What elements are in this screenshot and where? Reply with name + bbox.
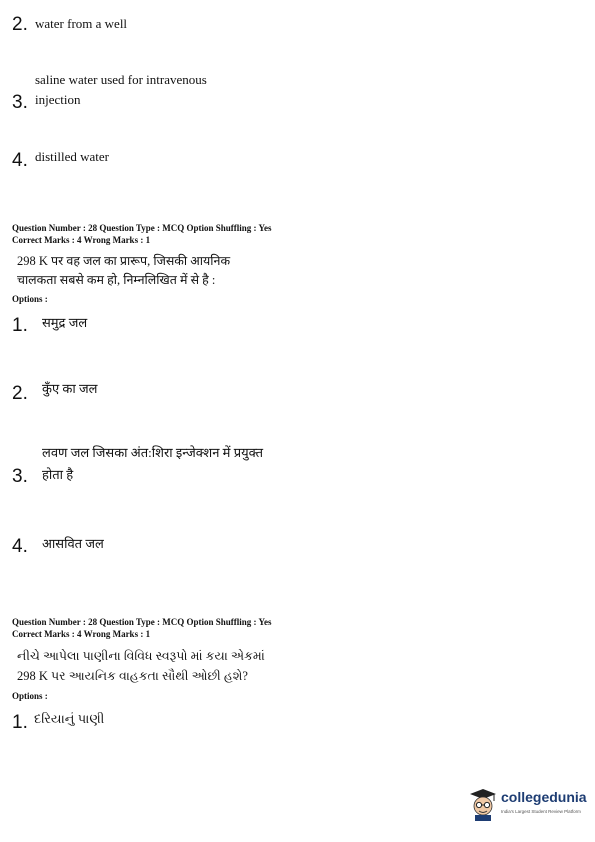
option-text: समुद्र जल (42, 315, 88, 330)
logo-tagline: India's Largest Student Review Platform (501, 809, 581, 814)
option-number: 1. (12, 712, 28, 733)
question-meta-line2: Correct Marks : 4 Wrong Marks : 1 (12, 629, 151, 639)
option-text: water from a well (35, 16, 128, 31)
option-number: 4. (12, 150, 28, 171)
option-text: distilled water (35, 149, 110, 164)
option-text: દરિયાનું પાણી (34, 711, 105, 726)
graduate-mascot-icon (468, 787, 498, 821)
logo-wordmark: collegedunia (501, 789, 587, 805)
question-meta-line1: Question Number : 28 Question Type : MCQ Option Shuffling : Yes (12, 617, 272, 627)
option-number: 1. (12, 315, 28, 336)
option-text-line1: लवण जल जिसका अंत:शिरा इन्जेक्शन में प्रयुक्त (42, 445, 264, 460)
option-text-line1: saline water used for intravenous (35, 72, 207, 87)
option-text-line2: होता है (42, 467, 74, 482)
option-text-line2: injection (35, 92, 81, 107)
option-text: कुँए का जल (42, 381, 98, 396)
question-text-line1: 298 K पर वह जल का प्रारूप, जिसकी आयनिक (17, 254, 231, 268)
question-text-line2: चालकता सबसे कम हो, निम्नलिखित में से है : (17, 273, 216, 287)
options-label: Options : (12, 294, 48, 304)
option-number: 2. (12, 383, 28, 404)
question-text-line2: 298 K પર આયનિક વાહકતા સૌથી ઓછી હશે? (17, 669, 248, 683)
option-number: 4. (12, 536, 28, 557)
question-meta-line1: Question Number : 28 Question Type : MCQ Option Shuffling : Yes (12, 223, 272, 233)
option-number: 2. (12, 14, 28, 35)
options-label: Options : (12, 691, 48, 701)
option-number: 3. (12, 92, 28, 113)
option-text: आसवित जल (42, 536, 104, 551)
question-meta-line2: Correct Marks : 4 Wrong Marks : 1 (12, 235, 151, 245)
question-text-line1: નીચે આપેલા પાણીના વિવિધ સ્વરૂપો માં કયા એકમાં (17, 649, 265, 663)
collegedunia-logo (468, 787, 586, 821)
option-number: 3. (12, 466, 28, 487)
